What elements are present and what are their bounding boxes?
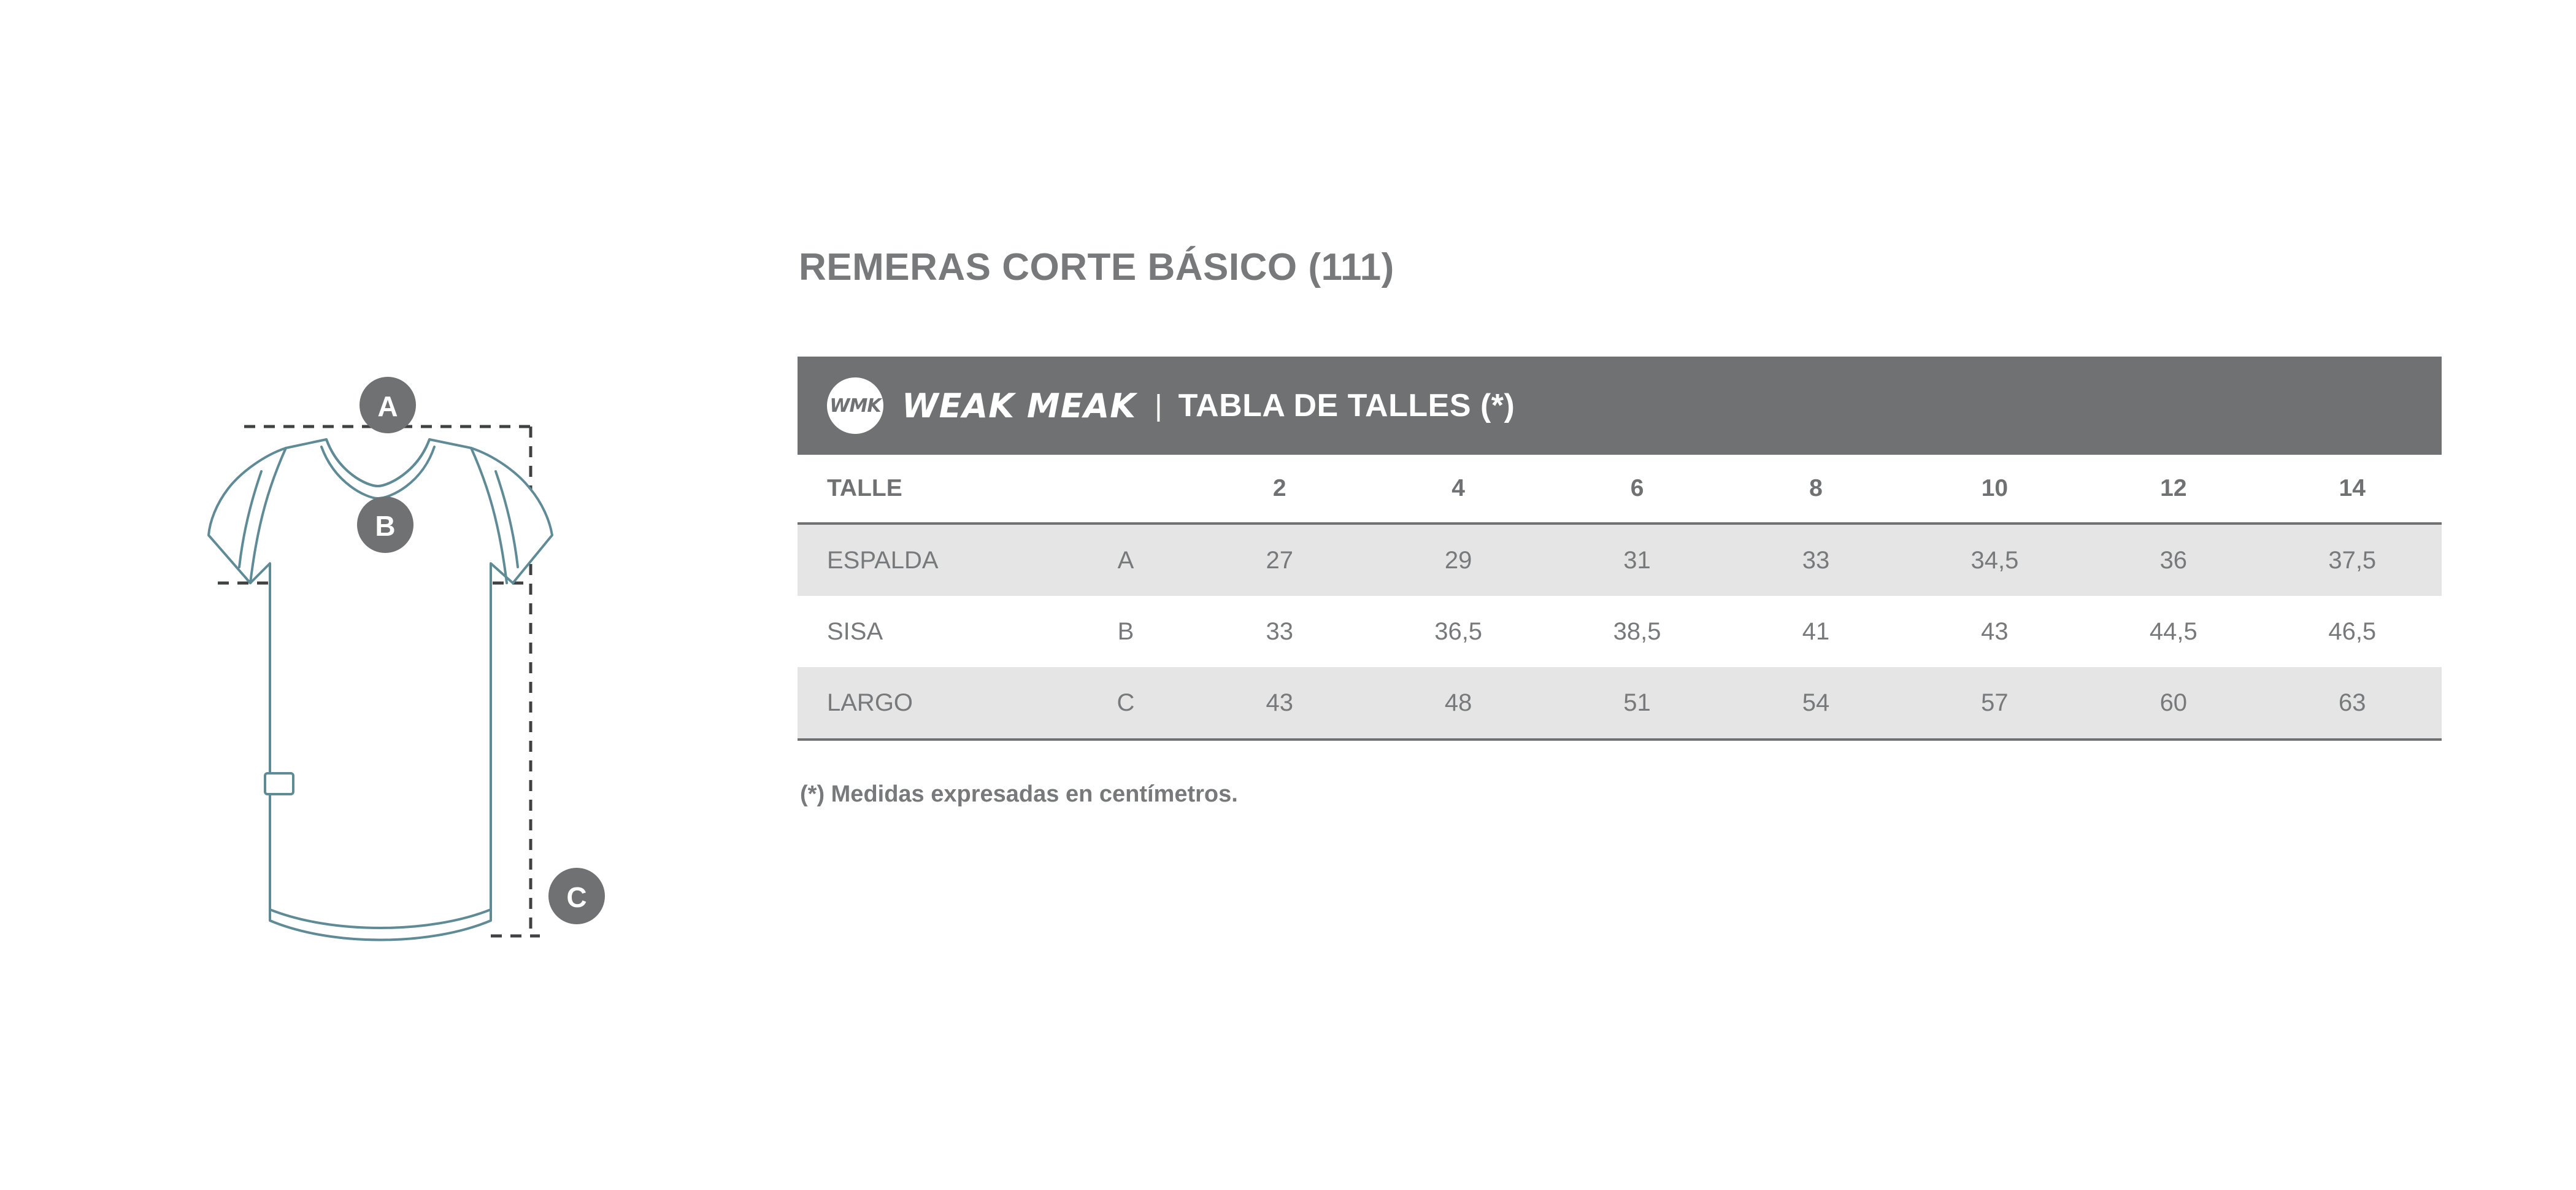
cell-largo-4: 48 bbox=[1444, 689, 1472, 716]
svg-text:C: C bbox=[566, 881, 587, 913]
table-header-bar bbox=[798, 357, 2442, 455]
column-header-size-4: 4 bbox=[1451, 475, 1465, 501]
table-row bbox=[798, 667, 2442, 740]
page-title: REMERAS CORTE BÁSICO (111) bbox=[799, 246, 1394, 288]
cell-sisa-8: 41 bbox=[1802, 617, 1830, 645]
cell-sisa-10: 43 bbox=[1981, 617, 2009, 645]
cell-espalda-4: 29 bbox=[1444, 546, 1472, 574]
size-table-body bbox=[798, 524, 2442, 740]
size-chart-panel bbox=[798, 245, 2442, 808]
brand-logo-icon bbox=[827, 377, 883, 434]
table-row bbox=[798, 524, 2442, 596]
footnote: (*) Medidas expresadas en centímetros. bbox=[800, 781, 1238, 807]
brand-logo-text: WMK bbox=[829, 395, 881, 417]
cell-largo-8: 54 bbox=[1802, 689, 1830, 716]
marker-c bbox=[548, 868, 605, 924]
table-header-row bbox=[798, 455, 2442, 524]
marker-b bbox=[357, 496, 413, 553]
row-label-largo: LARGO bbox=[827, 689, 913, 716]
cell-largo-12: 60 bbox=[2159, 689, 2188, 716]
column-header-size-12: 12 bbox=[2160, 475, 2187, 501]
cell-espalda-12: 36 bbox=[2159, 546, 2188, 574]
cell-espalda-14: 37,5 bbox=[2328, 546, 2377, 574]
cell-largo-2: 43 bbox=[1266, 689, 1293, 716]
column-header-size-8: 8 bbox=[1809, 475, 1823, 501]
column-header-size-10: 10 bbox=[1981, 475, 2009, 501]
row-letter-b: B bbox=[1117, 617, 1134, 645]
cell-sisa-4: 36,5 bbox=[1434, 617, 1483, 645]
cell-sisa-6: 38,5 bbox=[1613, 617, 1661, 645]
cell-espalda-2: 27 bbox=[1266, 546, 1293, 574]
cell-largo-6: 51 bbox=[1623, 689, 1651, 716]
cell-largo-10: 57 bbox=[1981, 689, 2009, 716]
cell-sisa-2: 33 bbox=[1266, 617, 1293, 645]
header-title: TABLA DE TALLES (*) bbox=[1178, 388, 1515, 423]
row-label-sisa: SISA bbox=[827, 617, 883, 645]
column-header-letter bbox=[1061, 455, 1190, 524]
size-table-head bbox=[798, 455, 2442, 524]
column-header-size-6: 6 bbox=[1630, 475, 1644, 501]
column-header-size-14: 14 bbox=[2339, 475, 2366, 501]
cell-sisa-12: 44,5 bbox=[2149, 617, 2197, 645]
brand-name: WEAK MEAK bbox=[902, 386, 1137, 425]
row-letter-a: A bbox=[1117, 546, 1134, 574]
cell-espalda-10: 34,5 bbox=[1970, 546, 2019, 574]
garment-diagram bbox=[172, 319, 724, 994]
column-header-talle: TALLE bbox=[827, 475, 902, 501]
svg-text:B: B bbox=[375, 510, 396, 542]
table-row bbox=[798, 596, 2442, 667]
cell-espalda-8: 33 bbox=[1802, 546, 1830, 574]
header-separator: | bbox=[1155, 389, 1163, 422]
svg-text:A: A bbox=[377, 390, 398, 422]
size-table bbox=[798, 455, 2442, 741]
cell-largo-14: 63 bbox=[2339, 689, 2366, 716]
marker-a bbox=[359, 377, 416, 433]
column-header-size-2: 2 bbox=[1272, 475, 1286, 501]
cell-sisa-14: 46,5 bbox=[2328, 617, 2377, 645]
cell-espalda-6: 31 bbox=[1623, 546, 1651, 574]
row-label-espalda: ESPALDA bbox=[827, 546, 939, 574]
row-letter-c: C bbox=[1117, 689, 1135, 716]
